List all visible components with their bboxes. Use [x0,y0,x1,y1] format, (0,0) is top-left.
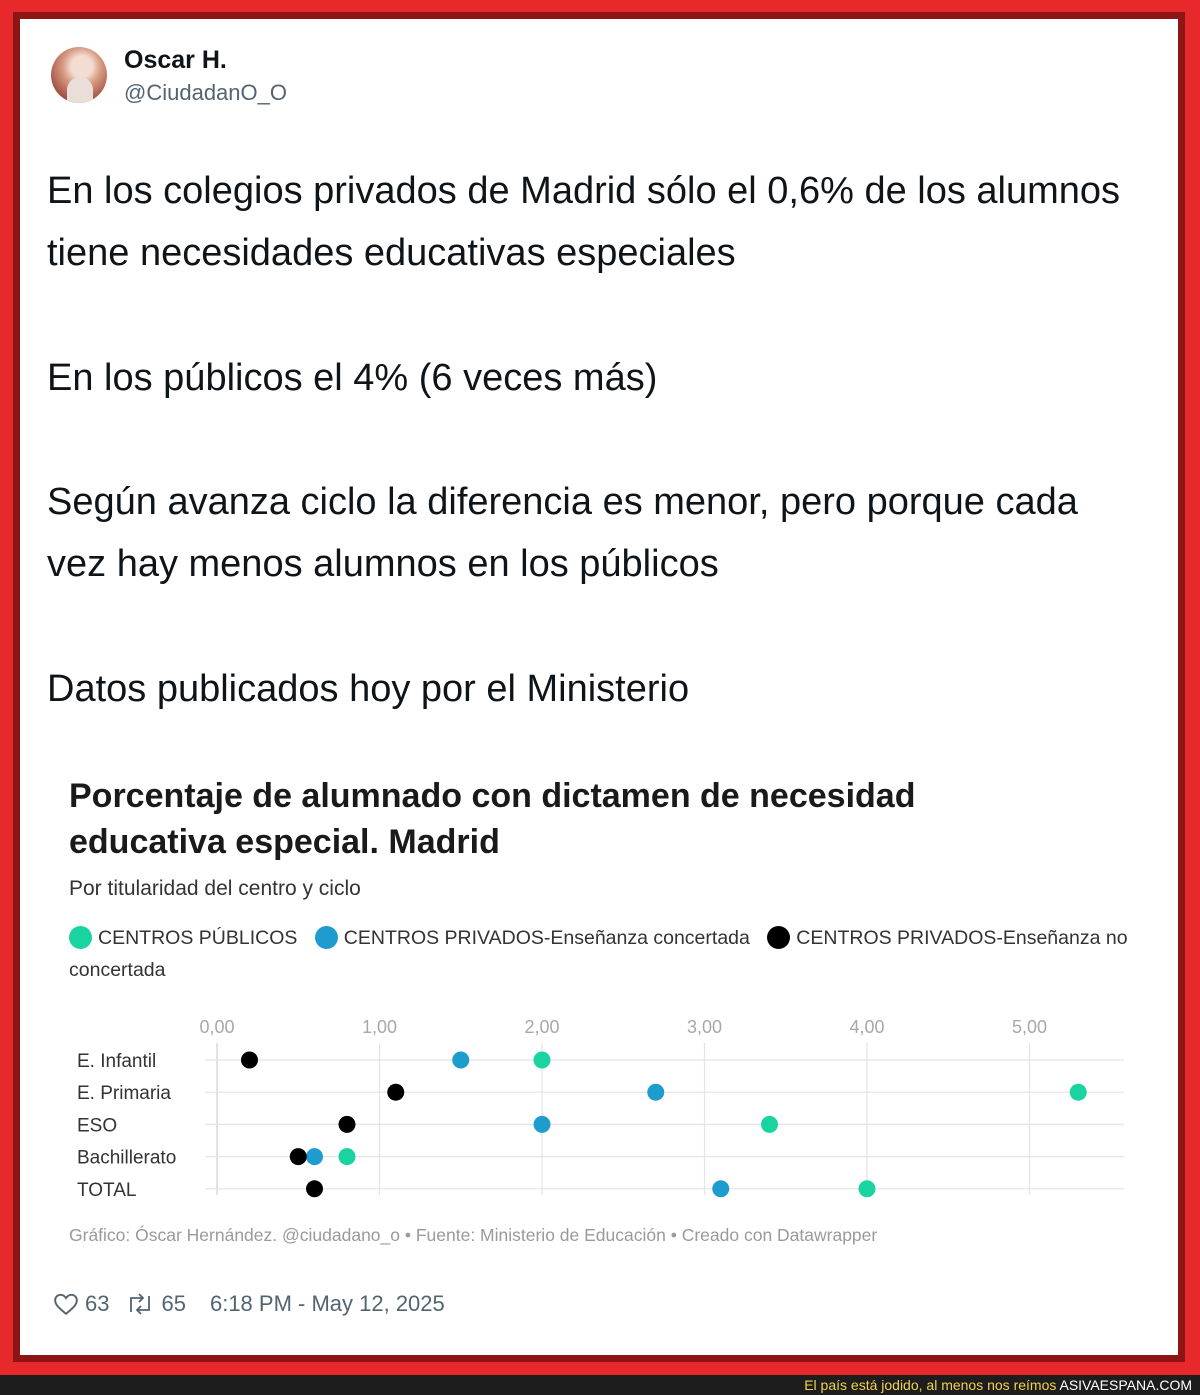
tweet-stats [53,1289,445,1319]
legend-dot-publicos [69,926,92,949]
user-name[interactable]: Oscar H. [124,46,227,74]
avatar[interactable] [51,47,107,103]
category-label: Bachillerato [77,1147,177,1169]
data-point [241,1052,258,1069]
data-point [1070,1084,1087,1101]
heart-icon [53,1292,79,1316]
x-tick-label: 1,00 [361,1017,398,1037]
legend-label-no-concertada: CENTROS PRIVADOS-Enseñanza no concertada [69,927,1128,981]
tweet-paragraph-3: Según avanza ciclo la diferencia es menor, pero porque cada vez hay menos alumnos en los públicos [47,481,1078,585]
retweet-icon [125,1292,155,1316]
data-point [306,1180,323,1197]
data-point [387,1084,404,1101]
x-tick-label: 3,00 [686,1017,723,1037]
data-point [290,1148,307,1165]
chart-plot [0,1005,1200,1215]
chart-legend [69,922,1129,986]
x-tick-label: 2,00 [524,1017,560,1037]
chart-title: Porcentaje de alumnado con dictamen de necesidad educativa especial. Madrid [69,777,916,861]
legend-label-publicos: CENTROS PÚBLICOS [98,927,298,949]
footer-site[interactable]: ASIVAESPANA.COM [1059,1377,1192,1393]
data-point [647,1084,664,1101]
user-handle[interactable]: @CiudadanO_O [124,80,287,105]
data-point [712,1180,729,1197]
chart-source: Gráfico: Óscar Hernández. @ciudadano_o • Fuente: Ministerio de Educación • Creado con Datawrapper [69,1225,878,1245]
legend-dot-no-concertada [767,926,790,949]
retweet-count: 65 [161,1291,186,1316]
data-point [339,1116,356,1133]
legend-dot-concertada [315,926,338,949]
x-tick-label: 4,00 [849,1017,885,1037]
legend-label-concertada: CENTROS PRIVADOS-Enseñanza concertada [343,927,750,949]
data-point [534,1116,551,1133]
x-tick-label: 0,00 [199,1017,235,1037]
category-label: E. Primaria [77,1083,171,1105]
category-label: E. Infantil [77,1051,157,1072]
tweet-paragraph-4: Datos publicados hoy por el Ministerio [47,668,690,710]
category-label: TOTAL [77,1179,137,1201]
tweet-paragraph-1: En los colegios privados de Madrid sólo el 0,6% de los alumnos tiene necesidades educativas especiales [47,170,1121,274]
like-button[interactable] [53,1291,109,1317]
data-point [452,1052,469,1069]
data-point [761,1116,778,1133]
x-tick-label: 5,00 [1011,1017,1048,1037]
data-point [339,1148,356,1165]
data-point [534,1052,551,1069]
legend-item-concertada [315,927,750,949]
category-label: ESO [77,1115,118,1137]
data-point [859,1180,876,1197]
data-point [306,1148,323,1165]
footer-tagline: El país está jodido, al menos nos reímos [804,1377,1057,1393]
tweet-timestamp[interactable]: 6:18 PM - May 12, 2025 [209,1291,445,1316]
chart-subtitle: Por titularidad del centro y ciclo [69,877,361,900]
tweet-paragraph-2: En los públicos el 4% (6 veces más) [47,357,658,399]
legend-item-publicos [69,927,297,949]
site-footer [0,1375,1200,1395]
like-count: 63 [85,1291,110,1316]
retweet-button[interactable] [125,1291,185,1317]
